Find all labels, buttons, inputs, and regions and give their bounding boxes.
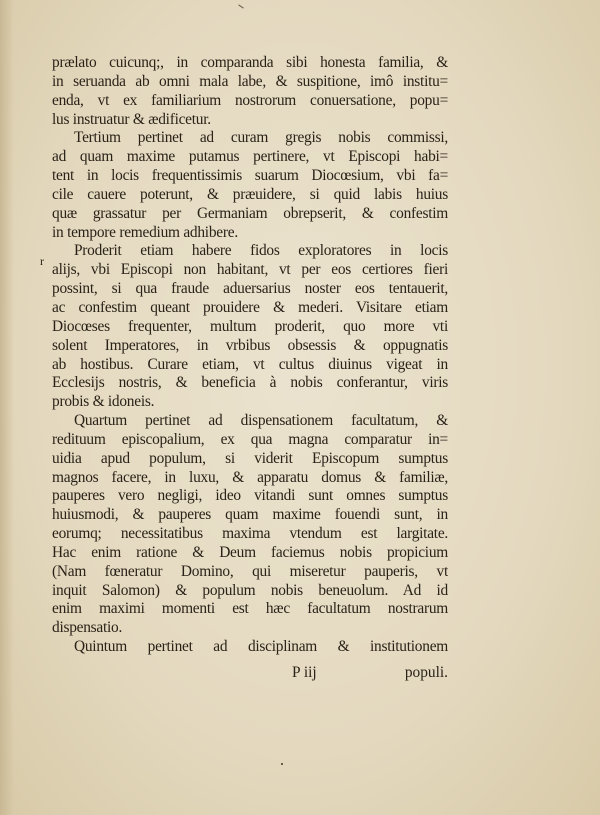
margin-mark: r <box>40 254 44 268</box>
text-line: enda, vt ex familiarium nostrorum conuersatione, popu= <box>52 91 448 109</box>
text-line: ad quam maxime putamus pertinere, vt Episcopi habi= <box>52 148 448 166</box>
text-line: Proderit etiam habere fidos exploratores in locis <box>74 242 448 260</box>
text-line: solent Imperatores, in vrbibus obsessis & oppugnatis <box>52 336 448 354</box>
text-line: probis & idoneis. <box>52 393 155 411</box>
text-line: Tertium pertinet ad curam gregis nobis commissi, <box>74 129 448 147</box>
text-line: possint, si qua fraude aduersarius noster eos tentauerit, <box>52 280 448 298</box>
text-line: prælato cuicunq;, in comparanda sibi honesta familia, & <box>52 54 448 71</box>
signature-mark: P iij <box>292 664 317 681</box>
text-line: dispensatio. <box>52 619 123 637</box>
text-line: eorumq; necessitatibus maxima vtendum est largitate. <box>52 525 448 543</box>
text-line: pauperes vero negligi, ideo vitandi sunt omnes sumptus <box>52 487 448 505</box>
paper-speck <box>281 763 283 765</box>
text-line: Quintum pertinet ad disciplinam & institutionem <box>74 638 448 656</box>
text-line: inquit Salomon) & populum nobis beneuolum. Ad id <box>52 581 448 599</box>
text-line: ac confestim queant prouidere & mederi. Visitare etiam <box>52 298 448 316</box>
text-line: uidia apud populum, si viderit Episcopum sumptus <box>52 449 448 467</box>
text-line: magnos facere, in luxu, & apparatu domus & familiæ, <box>52 468 448 486</box>
text-line: redituum episcopalium, ex qua magna comparatur in= <box>52 430 448 448</box>
text-line: Hac enim ratione & Deum faciemus nobis propicium <box>52 543 448 561</box>
body-text <box>52 54 448 657</box>
text-line: (Nam fœneratur Domino, qui miseretur pauperis, vt <box>52 562 448 580</box>
text-line: tent in locis frequentissimis suarum Diocœsium, vbi fa= <box>52 167 448 185</box>
paper-speck <box>238 4 243 8</box>
text-line: Quartum pertinet ad dispensationem facultatum, & <box>74 412 448 430</box>
text-line: ab hostibus. Curare etiam, vt cultus diuinus vigeat in <box>52 355 448 373</box>
text-line: quæ grassatur per Germaniam obrepserit, & confestim <box>52 204 448 222</box>
text-line: in seruanda ab omni mala labe, & suspitione, imô institu= <box>52 72 448 90</box>
page-footer <box>52 664 448 684</box>
text-line: huiusmodi, & pauperes quam maxime fouendi sunt, in <box>52 506 448 524</box>
text-line: cile cauere poterunt, & præuidere, si quid labis huius <box>52 185 448 203</box>
catchword: populi. <box>404 664 448 681</box>
text-line: Diocœses frequenter, multum proderit, quo more vti <box>52 317 448 335</box>
text-line: Ecclesijs nostris, & beneficia à nobis conferantur, viris <box>52 374 448 392</box>
text-line: alijs, vbi Episcopi non habitant, vt per eos certiores fieri <box>52 261 448 279</box>
text-line: lus instruatur & ædificetur. <box>52 110 211 128</box>
text-line: in tempore remedium adhibere. <box>52 223 238 241</box>
text-line: enim maximi momenti est hæc facultatum nostrarum <box>52 600 448 618</box>
